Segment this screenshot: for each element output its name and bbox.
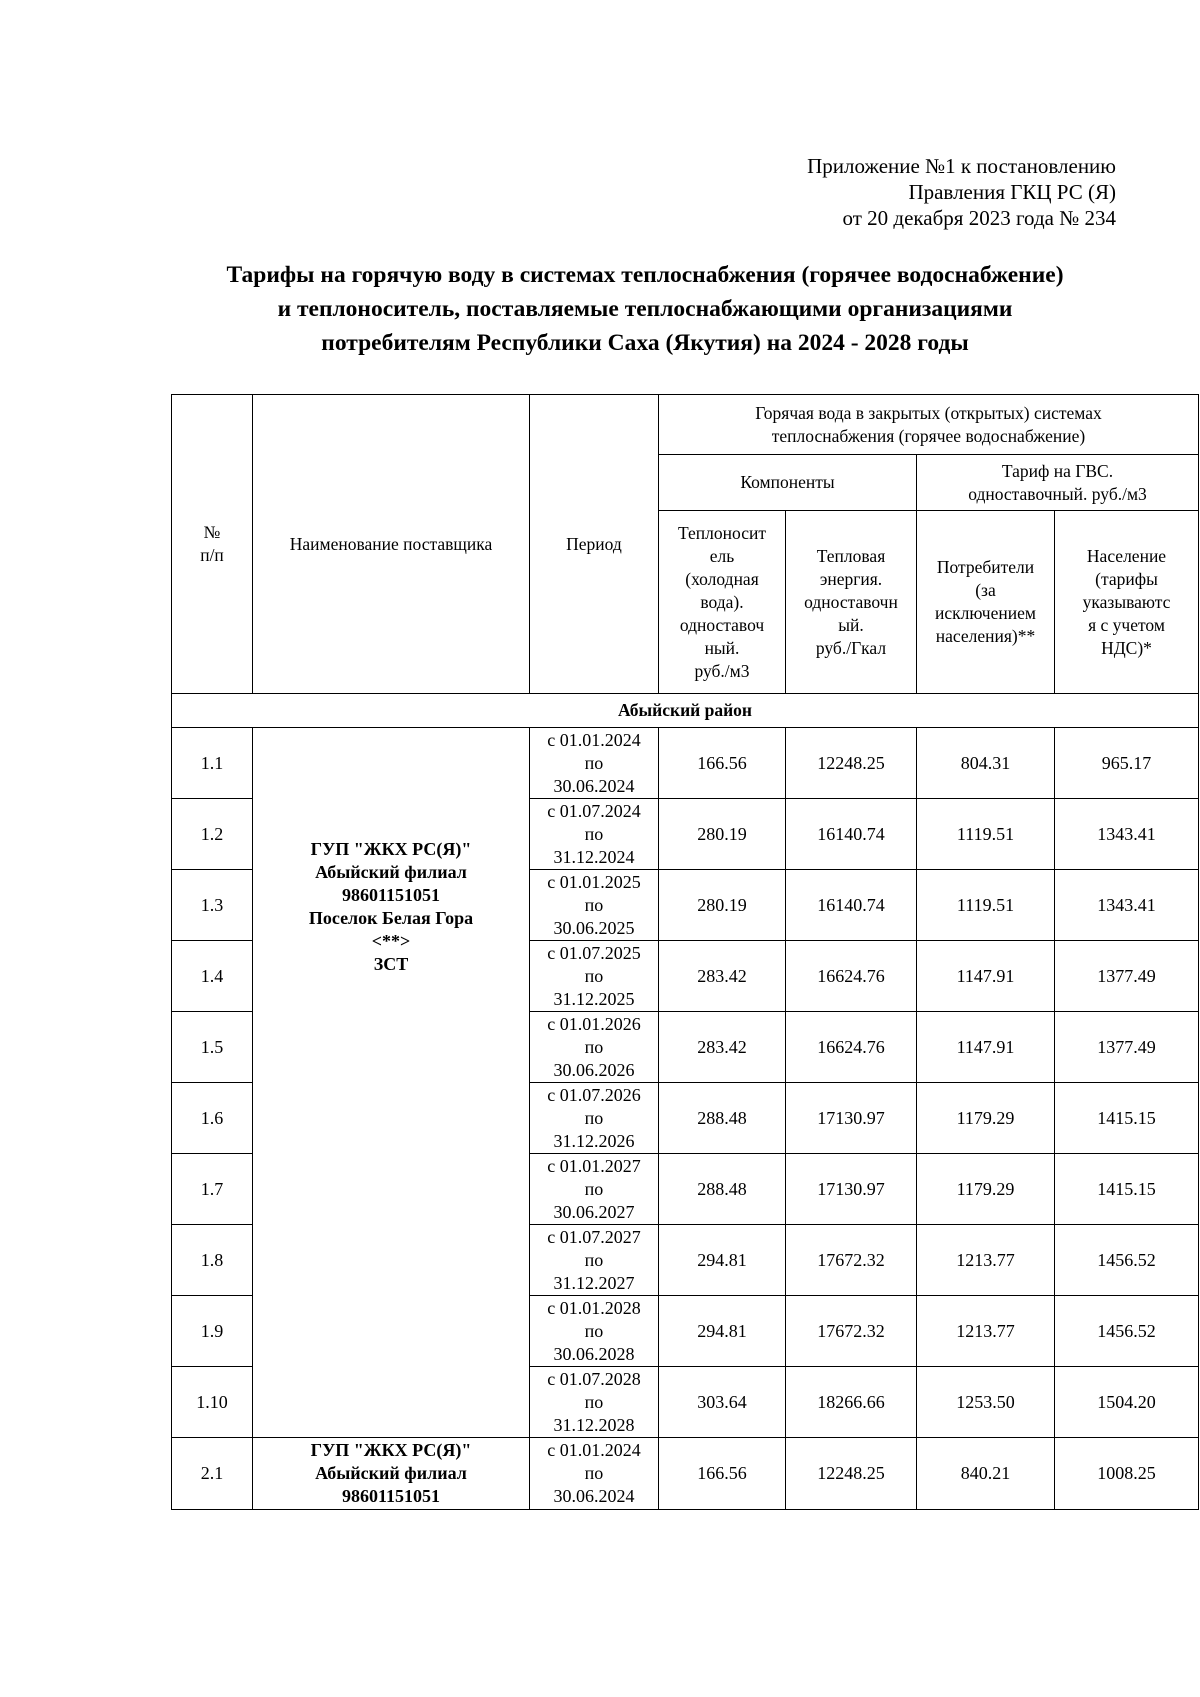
period-cell: с 01.01.2027 по 30.06.2027 [530,1154,659,1225]
population-value: 1504.20 [1055,1367,1199,1438]
consumers-value: 1119.51 [917,870,1055,941]
row-number: 1.9 [172,1296,253,1367]
population-value: 1456.52 [1055,1225,1199,1296]
period-cell: с 01.07.2028 по 31.12.2028 [530,1367,659,1438]
consumers-value: 1147.91 [917,1012,1055,1083]
population-value: 1008.25 [1055,1438,1199,1510]
period-cell: с 01.01.2025 по 30.06.2025 [530,870,659,941]
heat-value: 16140.74 [786,799,917,870]
title-line: Тарифы на горячую воду в системах теплоснабжения (горячее водоснабжение) [226,262,1064,288]
population-value: 1343.41 [1055,799,1199,870]
title-line: и теплоноситель, поставляемые теплоснабжающими организациями [277,296,1013,322]
period-cell: с 01.01.2028 по 30.06.2028 [530,1296,659,1367]
district-name: Абыйский район [172,694,1199,728]
row-number: 1.10 [172,1367,253,1438]
col-no-header: № п/п [172,395,253,694]
heat-value: 17672.32 [786,1296,917,1367]
col-population-header: Население (тарифы указываютс я с учетом НДС)* [1055,511,1199,694]
row-number: 2.1 [172,1438,253,1510]
heat-value: 12248.25 [786,728,917,799]
row-number: 1.7 [172,1154,253,1225]
period-cell: с 01.07.2024 по 31.12.2024 [530,799,659,870]
heat-value: 17130.97 [786,1154,917,1225]
heat-value: 17130.97 [786,1083,917,1154]
col-heat-header: Тепловая энергия. одноставочн ый. руб./Гкал [786,511,917,694]
annex-line: от 20 декабря 2023 года № 234 [842,206,1116,230]
consumers-value: 840.21 [917,1438,1055,1510]
header-row [172,395,1199,455]
group-hot-water-header: Горячая вода в закрытых (открытых) системах теплоснабжения (горячее водоснабжение) [659,395,1199,455]
heat-value: 18266.66 [786,1367,917,1438]
period-cell: с 01.07.2025 по 31.12.2025 [530,941,659,1012]
consumers-value: 1147.91 [917,941,1055,1012]
population-value: 965.17 [1055,728,1199,799]
row-number: 1.6 [172,1083,253,1154]
period-cell: с 01.01.2024 по 30.06.2024 [530,1438,659,1510]
row-number: 1.1 [172,728,253,799]
coolant-value: 288.48 [659,1083,786,1154]
period-cell: с 01.07.2027 по 31.12.2027 [530,1225,659,1296]
col-consumers-header: Потребители (за исключением населения)** [917,511,1055,694]
consumers-value: 1253.50 [917,1367,1055,1438]
table-row [172,1438,1199,1510]
period-cell: с 01.07.2026 по 31.12.2026 [530,1083,659,1154]
supplier-cell: ГУП "ЖКХ РС(Я)" Абыйский филиал 98601151051 [253,1438,530,1510]
row-number: 1.3 [172,870,253,941]
row-number: 1.4 [172,941,253,1012]
coolant-value: 280.19 [659,799,786,870]
coolant-value: 166.56 [659,728,786,799]
row-number: 1.8 [172,1225,253,1296]
district-row [172,694,1199,728]
tariff-table [171,394,1199,1510]
population-value: 1377.49 [1055,941,1199,1012]
col-period-header: Период [530,395,659,694]
period-cell: с 01.01.2024 по 30.06.2024 [530,728,659,799]
coolant-value: 288.48 [659,1154,786,1225]
consumers-value: 1213.77 [917,1225,1055,1296]
supplier-cell: ГУП "ЖКХ РС(Я)" Абыйский филиал 98601151051 Поселок Белая Гора <**> ЗСТ [253,728,530,1438]
consumers-value: 1213.77 [917,1296,1055,1367]
coolant-value: 283.42 [659,941,786,1012]
population-value: 1415.15 [1055,1083,1199,1154]
consumers-value: 1179.29 [917,1154,1055,1225]
coolant-value: 283.42 [659,1012,786,1083]
coolant-value: 294.81 [659,1225,786,1296]
col-supplier-header: Наименование поставщика [253,395,530,694]
population-value: 1343.41 [1055,870,1199,941]
consumers-value: 1119.51 [917,799,1055,870]
annex-header [807,153,1116,231]
annex-line: Приложение №1 к постановлению [807,154,1116,178]
title-line: потребителям Республики Саха (Якутия) на 2024 - 2028 годы [321,330,969,356]
group-tariff-header: Тариф на ГВС. одноставочный. руб./м3 [917,455,1199,511]
coolant-value: 166.56 [659,1438,786,1510]
population-value: 1415.15 [1055,1154,1199,1225]
coolant-value: 280.19 [659,870,786,941]
period-cell: с 01.01.2026 по 30.06.2026 [530,1012,659,1083]
consumers-value: 1179.29 [917,1083,1055,1154]
heat-value: 17672.32 [786,1225,917,1296]
coolant-value: 303.64 [659,1367,786,1438]
row-number: 1.2 [172,799,253,870]
col-coolant-header: Теплоносит ель (холодная вода). одноставоч ный. руб./м3 [659,511,786,694]
heat-value: 16624.76 [786,941,917,1012]
document-title [170,258,1120,360]
annex-line: Правления ГКЦ РС (Я) [908,180,1116,204]
coolant-value: 294.81 [659,1296,786,1367]
population-value: 1456.52 [1055,1296,1199,1367]
heat-value: 16624.76 [786,1012,917,1083]
population-value: 1377.49 [1055,1012,1199,1083]
heat-value: 12248.25 [786,1438,917,1510]
heat-value: 16140.74 [786,870,917,941]
row-number: 1.5 [172,1012,253,1083]
group-components-header: Компоненты [659,455,917,511]
consumers-value: 804.31 [917,728,1055,799]
table-row [172,728,1199,799]
